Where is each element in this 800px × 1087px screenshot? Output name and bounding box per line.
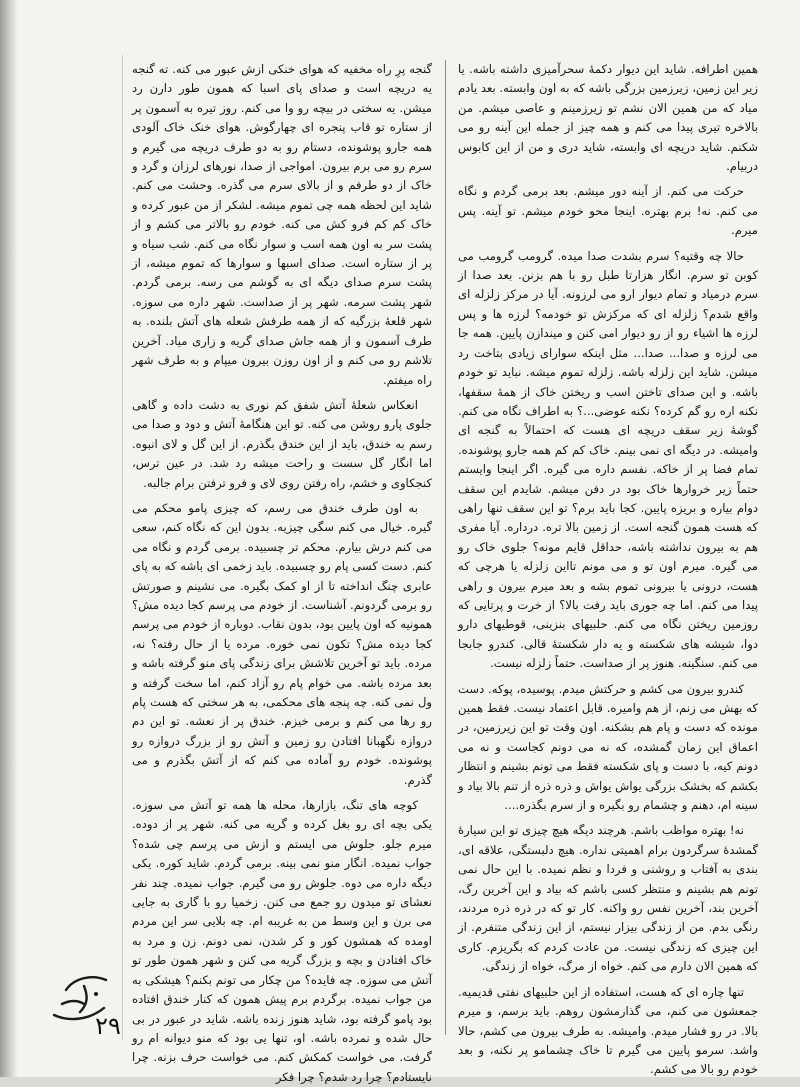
paragraph: کندرو بیرون می کشم و حرکتش میدم. پوسیده، پوکه. دست که بهش می زنم، از هم وامیره. قابل اعتماد نیست. فقط همین مونده که دست و پام هم بشکنه. اون وقت تو این زیرزمین، در اعماق این زمان گمشده، که نه می دونم کجاست و نه می دونم کیه، با دست و پای شکسته فقط می تونم بشینم و انتظار بکشم که بخشک بزرگی یواش یواش و ذره ذره از تنم بالا بیاد و سینه ام، دهنم و چشمام رو بگیره و از سرم بگذره.... [458, 681, 758, 813]
paragraph: نه! بهتره مواظب باشم. هرچند دیگه هیچ چیزی تو این سیارهٔ گمشدهٔ سرگردون برام اهمیتی نداره. هیچ دلبستگی، علاقه ای، بندی به آفتاب و روشنی و فردا و نظم نمیده. با این حال نمی تونم هم بشینم و منتظر کسی باشم که بیاد و این آخرین رگ، آخرین بند، آخرین نفس رو واکنه. کار تو که در ذره ذره مردند، رنگی بدم. من از زندگی بیزار نیستم، از این زندگی متنفرم. از این چیزی که زندگی نیست. من عادت کردم که بگریزم. کاری که همین الان دارم می کنم. خواه از مرگ، خواه از زندگی. [458, 823, 758, 974]
paragraph: انعکاس شعلهٔ آتش شفق کم نوری به دشت داده و گاهی جلوی پارو روشن می کنه. تو این هنگامهٔ آتش و دود و صدا می رسم به خندق، باید از این خندق بگذرم. از این گل و لای انبوه. اما انگار گل سست و راحت میشه رد شد. در عین ترس، کنجکاوی و خشم، راه رفتن روی لای و فرو ترفتن برام جالبه. [132, 397, 432, 490]
column-divider [445, 60, 446, 1035]
right-text-column [458, 60, 758, 1077]
page-number: ۲۹ [95, 1012, 121, 1040]
paragraph: حرکت می کنم. از آینه دور میشم. بعد برمی گردم و نگاه می کنم. نه! برم بهتره. اینجا محو خودم میشم. تو آینه. پس میرم. [458, 184, 758, 238]
left-text-column [132, 60, 432, 1084]
left-margin-rule [122, 55, 123, 1040]
paragraph: گنجه پرِ راه مخفیه که هوای خنکی ازش عبور می کنه. ته گنجه یه دریچه است و صدای پای اسبا که همون طور دارن رد میشن. یه سختی در بیچه رو وا می کنم. روز تیره به آسمون پر از ستاره تو قاب پنجره ای چهارگوش. هوای خنک خاک آلودی همه جارو پوشونده، دستام رو به دو طرف دریچه می گیرم و سرم رو می برم بیرون. امواجی از صدا، نورهای لرزان و گرد و خاک از دو طرفم و از بالای سرم می گذره. وحشت می کنم. شاید این لحظه همه چی تموم میشه. لشکر از من عبور کرده و خاک کم کم فرو کش می کنه. خودم رو بالاتر می کشم و از پشت سر به اون همه اسب و سوار نگاه می کنم. شب سیاه و پر از ستاره است. صدای اسبها و سوارها که تموم میشه، از پشت سرم صدای دیگه ای به گوشم می رسه. برمی گردم. شهر پشت سرمه. شهر پر از صداست. شهر داره می سوزه. شهر قلعهٔ بزرگیه که از همه طرفش شعله های آتش بلنده. به طرف آسمون و از همه جاش صدای گریه و زاری میاد. آخرین تلاشم رو می کنم و از اون روزن بیرون میپام و به طرف شهر راه میفتم. [132, 62, 432, 387]
paragraph: حالا چه وقتیه؟ سرم بشدت صدا میده. گرومب گرومب می کوبن تو سرم. انگار هزارتا طبل رو با هم بزنن. بعد صدا از سرم درمیاد و تمام دیوار ارو می لرزونه. آیا در مرکز زلزله ای واقع شدم؟ زلزله ای که مرکزش تو خودمه؟ لرزه ها و پس لرزه ها اشیاء رو از رو دیوار امی کنن و میندازن پایین. همه جا می لرزه و صدا... صدا... مثل اینکه سوارای زیادی بتاخت رد میشن. شاید این زلزله باشه. زلزله تموم میشه. نباید تو خودم باشه. و این صدای تاختن اسب و ریختن خاک از همهٔ سقفها، نکنه اره رو گم کرده؟ نکنه عوضی...؟ به اطراف نگاه می کنم. گوشهٔ زیر سقف دریچه ای هست که احتمالاً به گنجه ای وامیشه. در دیگه ای نمی بینم. خاک کم کم همه جارو پوشونده. تمام فضا پر از خاکه. نفسم داره می گیره. اگر اینجا وایستم حتماً زیر خروارها خاک بود در دفن میشم. شایدم این سقف دوام بیاره و بریزه پایین. کجا باید برم؟ تو این سقف تنها راهی که هست همون گنجه است. از زمین بالا تره. درداره. آیا مفری هم به بیرون نداشته باشه، حداقل قایم مونه؟ جلوی خاک رو می گیره. میرم اون تو و می مونم تااین زلزله یا هرچی که هست، درونی یا بیرونی تموم بشه و بعد میرم بیرون و راهی پیدا می کنم. اما چه جوری باید رفت بالا؟ از خرت و پرتایی که روزمین ریختن نگاه می کنم. حلبیهای بنزینی، قوطیهای دارو دوا، شیشه های شکسته و یه دار شکستهٔ قالی. کندرو جابجا می کنم. سنگینه. هنوز پر از صداست. حتماً زلزله نیست. [458, 248, 758, 671]
paragraph: کوچه های تنگ، بازارها، محله ها همه تو آتش می سوزه. یکی بچه ای رو بغل کرده و گریه می کنه. شهر پر از دوده. میرم جلو. جلوش می ایستم و ازش می پرسم چی شده؟ جواب نمیده. انگار منو نمی بینه. برمی گردم. شاید کوره. یکی دیگه داره می دوه. جلوش رو می گیرم. جواب نمیده. چند نفر نعشای تو میدون رو جمع می کنن. زخمیا رو با گاری به جایی می برن و این وسط من به غریبه ام. چه بلایی سر این مردم اومده که همشون کور و کر شدن، نمی دونم. زن و مرد به خاک افتادن و بچه و بزرگ گریه می کنن و شهر همون طور تو آتش می سوزه. چه فایده؟ من چکار می تونم بکنم؟ هیشکی به من جواب نمیده. برگردم برم پیش همون که کنار خندق افتاده بود پامو گرفته بود، شاید هنوز زنده باشه. شاید در عبور در بی حال شده و نمرده باشه. او، تنها یی بود که منو دیوانه ام رو گرفت. می خواست کمکش کنم. می خواست حرف بزنه. چرا نایستادم؟ چرا رد شدم؟ چرا فکر [132, 798, 432, 1084]
paragraph: تنها چاره ای که هست، استفاده از این حلبیهای نفتی قدیمیه. جمعشون می کنم، می گذارمشون روهم. باید برسم، و میرم بالا. در رو فشار میدم. وامیشه. به طرف بیرون می کشم، حالا واشد. سرمو پایین می گیرم تا خاک چشمامو پر نکنه، و بعد خودم رو بالا می کشم. [458, 984, 758, 1077]
paragraph: به اون طرف خندق می رسم، که چیزی پامو محکم می گیره. خیال می کنم سگی چیزیه. بدون این که نگاه کنم، سعی می کنم درش بیارم. محکم تر چسبیده. برمی گردم و نگاه می کنم. دست کسی پام رو چسبیده. باید زخمی ای باشه که به پای عابری چنگ انداخته تا از او کمک بگیره. می نشینم و صورتش رو برمی گردونم. آشناست. از خودم می پرسم کجا دیده مش؟ همونیه که اون پایین بود، بدون نقاب. دوباره از خودم می پرسم کجا دیده مش؟ تکون نمی خوره. مرده یا از حال رفته؟ نه، مرده. باید تو آخرین تلاشش برای زندگی پای منو گرفته باشه و بعد مرده باشه. می خوام پام رو آزاد کنم، اما سخت گرفته و ول نمی کنه. چه پنجه های محکمی، به هر سختی که هست پام رو رها می کنم و برمی خیزم. خندق پر از نعشه. تو این دم دروازه نگهبانا افتادن رو زمین و آتش رو از بزرگ دروازه رو پوشونده. خودم رو آماده می کنم که از آتش بگذرم و می گذرم. [132, 500, 432, 787]
paragraph: همین اطرافه. شاید این دیوار دکمهٔ سحرآمیزی داشته باشه. یا زیر این زمین، زیرزمین بزرگی باشه که به اون وابسته. بعد یادم میاد که من همین الان نشم تو زیرزمینم و عاصی میشم. من بالاخره تیری پیدا می کنم و همه چیز از جمله این آینه رو می شکنم. شاید دریچه ای وابسته، شاید دری و من از این کابوس دربیام. [458, 62, 758, 174]
